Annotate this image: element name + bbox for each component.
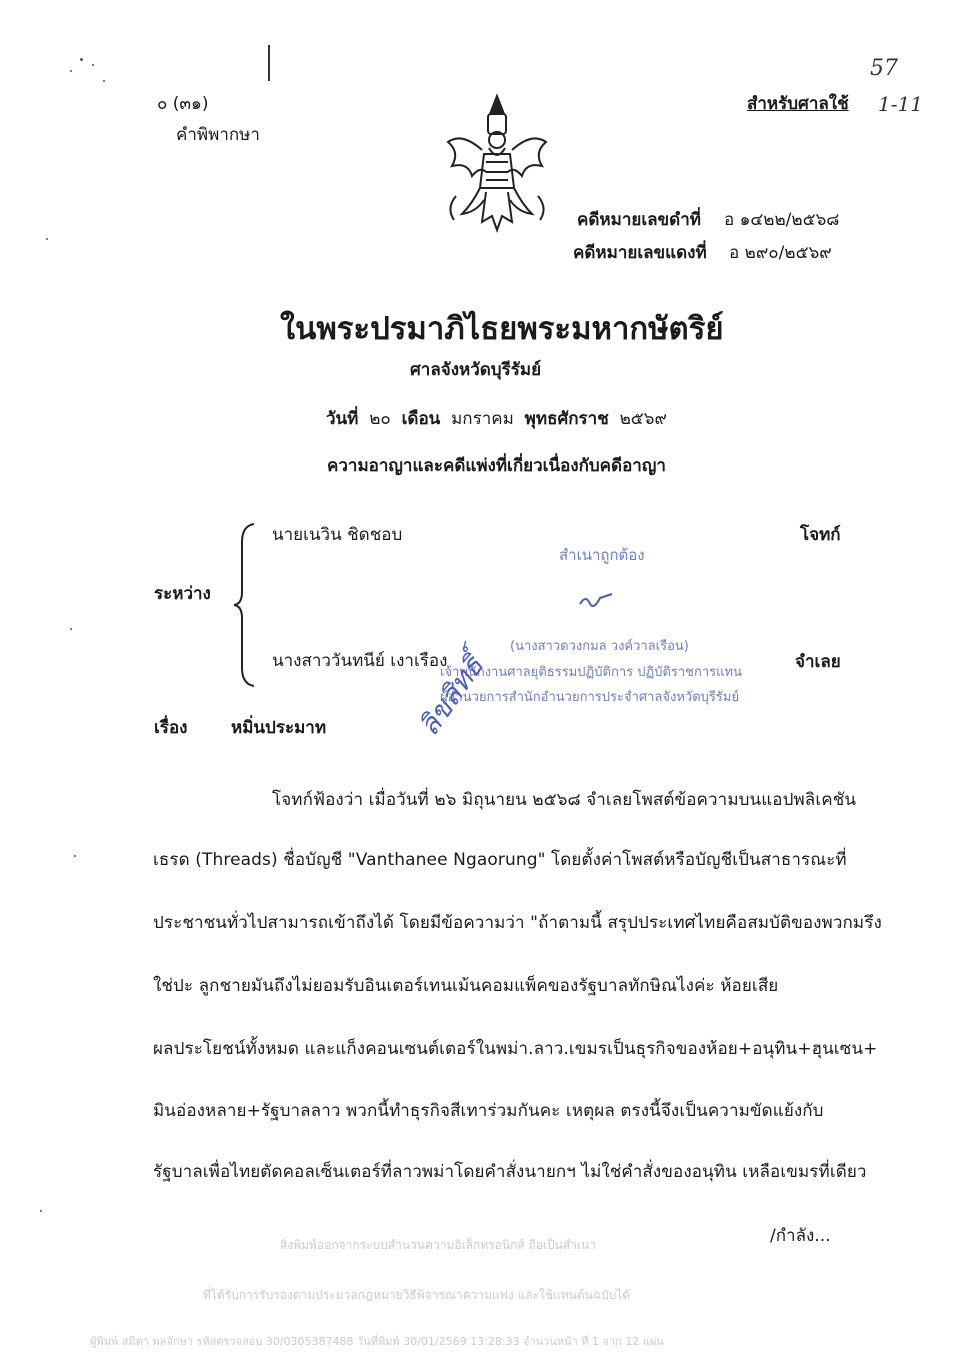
date-day: ๒๐ xyxy=(369,409,391,429)
royal-heading: ในพระปรมาภิไธยพระมหากษัตริย์ xyxy=(280,311,724,347)
page-mark-top: 57 xyxy=(870,56,898,81)
date-year-label: พุทธศักราช xyxy=(524,409,609,429)
case-red-label: คดีหมายเลขแดงที่ xyxy=(573,243,707,263)
body-line-2: เธรด (Threads) ชื่อบัญชี "Vanthanee Ngaorung" โดยตั้งค่าโพสต์หรือบัญชีเป็นสาธารณะที่ xyxy=(153,850,847,870)
scan-speck xyxy=(46,238,48,240)
margin-line xyxy=(268,45,270,81)
plaintiff-role: โจทก์ xyxy=(800,525,841,545)
body-line-7: รัฐบาลเพื่อไทยตัดคอลเซ็นเตอร์ที่ลาวพม่าโดยคำสั่งนายกฯ ไม่ใช่คำสั่งของอนุทิน เหลือเขมรที่เดียว xyxy=(153,1162,867,1182)
scan-speck xyxy=(70,70,72,72)
body-line-5: ผลประโยชน์ทั้งหมด และแก็งคอนเซนต์เตอร์ในพม่า.ลาว.เขมรเป็นธุรกิจของห้อย+อนุทิน+ฮุนเซน+ xyxy=(153,1039,878,1059)
page-mark-bottom: 1-11 xyxy=(878,92,923,116)
plaintiff-name: นายเนวิน ชิดชอบ xyxy=(272,525,403,545)
continuation-mark: /กำลัง... xyxy=(770,1226,831,1246)
body-line-3: ประชาชนทั่วไปสามารถเข้าถึงได้ โดยมีข้อความว่า "ถ้าตามนี้ สรุปประเทศไทยคือสมบัติของพวกมรึง xyxy=(153,913,882,933)
garuda-emblem xyxy=(442,92,552,234)
case-black-label: คดีหมายเลขดำที่ xyxy=(577,210,701,230)
body-line-1: โจทก์ฟ้องว่า เมื่อวันที่ ๒๖ มิถุนายน ๒๕๖๘ จำเลยโพสต์ข้อความบนแอปพลิเคชัน xyxy=(272,790,857,810)
scan-speck xyxy=(40,1210,42,1212)
defendant-name: นางสาววันทนีย์ เงาเรือง xyxy=(272,651,448,671)
matter: หมิ่นประมาท xyxy=(231,718,327,738)
date-year: ๒๕๖๙ xyxy=(619,409,667,429)
judgment-date xyxy=(326,405,667,432)
scan-speck xyxy=(70,628,72,630)
footer-line-1: สิ่งพิมพ์ออกจากระบบสำนวนความอิเล็กทรอนิกส์ ถือเป็นสำเนา xyxy=(280,1238,596,1252)
body-line-6: มินอ่องหลาย+รัฐบาลลาว พวกนี้ทำธุรกิจสีเทาร่วมกันคะ เหตุผล ตรงนี้จึงเป็นความขัดแย้งกับ xyxy=(153,1101,824,1121)
between-label: ระหว่าง xyxy=(154,584,211,604)
scan-speck xyxy=(92,64,94,66)
stamp-line1: เจ้าพนักงานศาลยุติธรรมปฏิบัติการ ปฏิบัติราชการแทน xyxy=(440,665,742,680)
stamp-handwritten: ลิขสิทธิ์ xyxy=(412,650,491,742)
court-use-label: สำหรับศาลใช้ xyxy=(747,94,849,114)
form-name: คำพิพากษา xyxy=(176,125,260,145)
stamp-signature xyxy=(578,590,614,612)
party-brace xyxy=(232,522,258,688)
case-red-number: อ ๒๙๐/๒๕๖๙ xyxy=(729,243,832,263)
stamp-name: (นางสาวดวงกมล วงค์วาลเรือน) xyxy=(510,639,689,654)
stamp-title: สำเนาถูกต้อง xyxy=(559,546,645,564)
scan-speck xyxy=(103,80,105,82)
scan-speck xyxy=(74,855,76,857)
date-month-label: เดือน xyxy=(401,409,441,429)
defendant-role: จำเลย xyxy=(795,652,841,672)
matter-label: เรื่อง xyxy=(154,718,188,738)
form-code: ๐ (๓๑) xyxy=(157,94,209,114)
date-month: มกราคม xyxy=(451,409,514,429)
date-day-label: วันที่ xyxy=(326,409,359,429)
case-type: ความอาญาและคดีแพ่งที่เกี่ยวเนื่องกับคดีอาญา xyxy=(327,456,666,476)
court-name: ศาลจังหวัดบุรีรัมย์ xyxy=(410,360,542,380)
body-line-4: ใช่ปะ ลูกชายมันถึงไม่ยอมรับอินเตอร์เทนเม้นคอมแพ็คของรัฐบาลทักษิณไงค่ะ ห้อยเสีย xyxy=(153,976,779,996)
scan-speck xyxy=(80,58,83,61)
footer-line-2: ที่ได้รับการรับรองตามประมวลกฎหมายวิธีพิจารณาความแพ่ง และใช้แทนต้นฉบับได้ xyxy=(203,1288,631,1302)
footer-line-3: ผู้พิมพ์ สมิตา พลจักษา รหัสตรวจสอบ 30/0305387488 วันที่พิมพ์ 30/01/2569 13:28:33 จำนวนหน้า ที่ 1 จาก 12 แผ่น xyxy=(90,1335,664,1348)
stamp-line2: ผู้อำนวยการสำนักอำนวยการประจำศาลจังหวัดบุรีรัมย์ xyxy=(440,690,740,705)
case-black-number: อ ๑๔๒๒/๒๕๖๘ xyxy=(724,210,840,230)
